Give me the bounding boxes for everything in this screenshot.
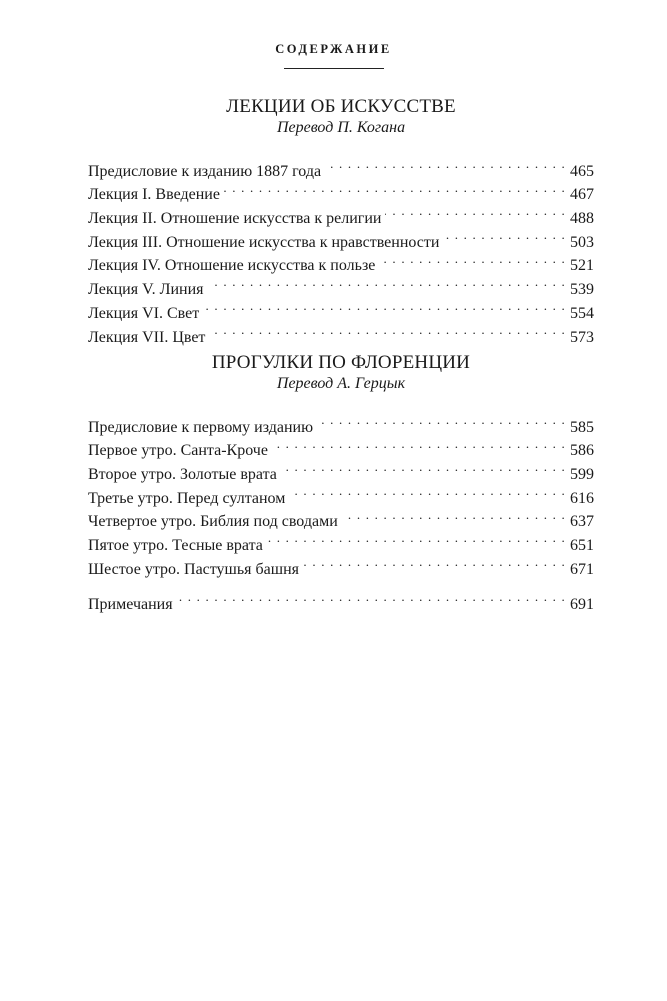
toc-entry-title: Примечания (88, 595, 173, 613)
section-translator: Перевод П. Когана (276, 119, 406, 136)
dot-leader (267, 526, 566, 550)
toc-entry-page: 671 (570, 560, 594, 578)
dot-leader (342, 503, 566, 527)
toc-entry-title: Лекция VII. Цвет (88, 328, 206, 346)
page-header (0, 40, 667, 69)
toc-entry-page: 503 (570, 233, 594, 251)
dot-leader (289, 479, 566, 503)
toc-entry-title: Четвертое утро. Библия под сводами (88, 513, 338, 531)
page-title: СОДЕРЖАНИЕ (275, 42, 392, 56)
toc-section-florence (88, 352, 594, 578)
toc-section-lectures (88, 96, 594, 346)
header-divider (284, 68, 384, 69)
toc-entry-page: 616 (570, 489, 594, 507)
toc-entry-page: 539 (570, 281, 594, 299)
toc-entry-page: 651 (570, 537, 594, 555)
toc-entry-page: 488 (570, 210, 594, 228)
toc-entry-title: Третье утро. Перед султаном (88, 489, 286, 507)
toc-entry-title: Предисловие к изданию 1887 года (88, 162, 322, 180)
toc-entry-page: 691 (570, 595, 594, 613)
section-title: ПРОГУЛКИ ПО ФЛОРЕНЦИИ (211, 352, 471, 373)
toc-entry-title: Лекция V. Линия (88, 281, 204, 299)
dot-leader (281, 455, 566, 479)
dot-leader (325, 152, 566, 176)
section-title: ЛЕКЦИИ ОБ ИСКУССТВЕ (226, 96, 456, 117)
dot-leader (224, 176, 566, 200)
toc-entry-title: Лекция I. Введение (88, 186, 220, 204)
dot-leader (208, 270, 567, 294)
toc-entry-page: 573 (570, 328, 594, 346)
toc-entry-title: Лекция IV. Отношение искусства к пользе (88, 257, 376, 275)
toc-entry-title: Лекция VI. Свет (88, 304, 200, 322)
toc-entry-page: 465 (570, 162, 594, 180)
section-translator: Перевод А. Герцык (276, 375, 406, 392)
toc-entry (88, 408, 594, 436)
toc-entry-page: 599 (570, 466, 594, 484)
toc-entry-page: 586 (570, 442, 594, 460)
toc-entry-page: 585 (570, 418, 594, 436)
toc-entry-page: 637 (570, 513, 594, 531)
toc-entry (88, 152, 594, 180)
dot-leader (379, 247, 566, 271)
dot-leader (317, 408, 566, 432)
dot-leader (303, 550, 566, 574)
dot-leader (209, 318, 566, 342)
toc-entry-page: 521 (570, 257, 594, 275)
toc-notes (88, 585, 594, 613)
toc-entry-title: Шестое утро. Пастушья башня (88, 560, 300, 578)
toc-entry-title: Лекция III. Отношение искусства к нравственности (88, 233, 440, 251)
dot-leader (203, 294, 566, 318)
toc-entry-page: 467 (570, 186, 594, 204)
toc-entry-title: Предисловие к первому изданию (88, 418, 314, 436)
toc-entry-title: Пятое утро. Тесные врата (88, 537, 263, 555)
toc-entry-title: Первое утро. Санта-Кроче (88, 442, 268, 460)
toc-entry-page: 554 (570, 304, 594, 322)
toc-entry-title: Лекция II. Отношение искусства к религии (88, 210, 382, 228)
dot-leader (272, 432, 566, 456)
toc-entry-title: Второе утро. Золотые врата (88, 466, 277, 484)
dot-leader (443, 223, 566, 247)
toc-list (88, 152, 594, 346)
dot-leader (385, 199, 566, 223)
dot-leader (177, 585, 566, 609)
toc-list (88, 408, 594, 578)
toc-entry (88, 585, 594, 613)
